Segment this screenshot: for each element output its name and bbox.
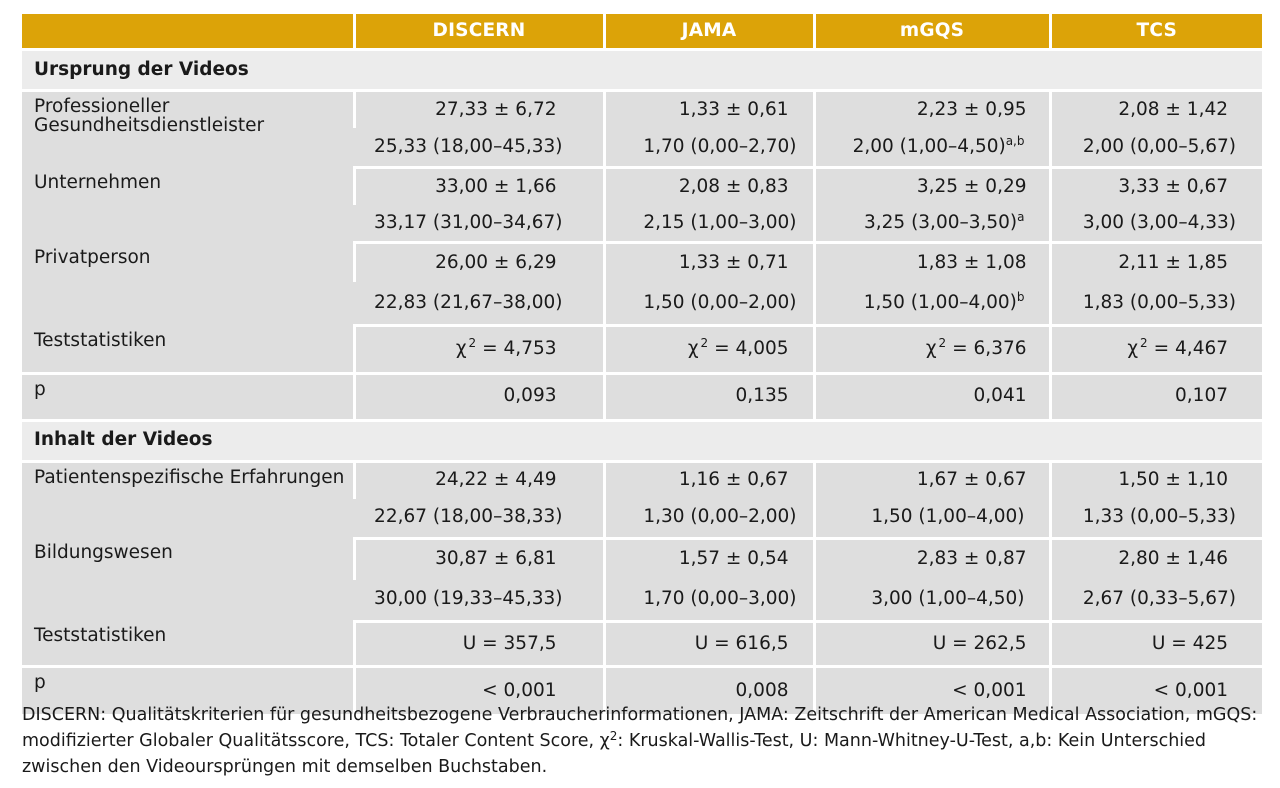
- cell-discern-p: 0,093: [354, 373, 604, 420]
- cell-discern-median: 22,83 (21,67–38,00): [354, 282, 604, 326]
- results-table: [22, 14, 1262, 714]
- header-discern: DISCERN: [354, 14, 604, 50]
- chi-symbol: χ: [455, 338, 467, 359]
- row-group-privatperson: [22, 243, 1262, 326]
- cell-tcs-p: 0,107: [1050, 373, 1262, 420]
- cell-discern-median: 22,67 (18,00–38,33): [354, 499, 604, 539]
- cell-discern-u: U = 357,5: [354, 621, 604, 667]
- chi-exponent: 2: [468, 336, 477, 350]
- table-row: [22, 373, 1262, 420]
- table-row: [22, 91, 1262, 129]
- chi-symbol: χ: [687, 338, 699, 359]
- results-table-container: [22, 14, 1262, 714]
- table-row: [22, 243, 1262, 283]
- cell-mgqs-mean: 2,23 ± 0,95: [814, 91, 1050, 129]
- cell-discern-median: 30,00 (19,33–45,33): [354, 580, 604, 622]
- footnote-superscript: 2: [609, 728, 618, 743]
- row-label: Teststatistiken: [22, 621, 354, 667]
- chi-exponent: 2: [700, 336, 709, 350]
- cell-jama-mean: 2,08 ± 0,83: [604, 168, 814, 206]
- cell-mgqs-u: U = 262,5: [814, 621, 1050, 667]
- table-footnote: [22, 702, 1262, 780]
- cell-discern-mean: 26,00 ± 6,29: [354, 243, 604, 283]
- cell-discern-mean: 24,22 ± 4,49: [354, 461, 604, 499]
- cell-discern-p: < 0,001: [354, 667, 604, 715]
- row-group-bildungswesen: [22, 538, 1262, 621]
- chi-exponent: 2: [1140, 336, 1148, 350]
- cell-tcs-u: U = 425: [1050, 621, 1262, 667]
- cell-jama-p: 0,008: [604, 667, 814, 715]
- row-label: Teststatistiken: [22, 326, 354, 374]
- section-title: Inhalt der Videos: [22, 420, 1262, 461]
- header-row: [22, 14, 1262, 50]
- cell-tcs-median: 3,00 (3,00–4,33): [1050, 205, 1262, 243]
- section-title: Ursprung der Videos: [22, 50, 1262, 91]
- cell-mgqs-p: 0,041: [814, 373, 1050, 420]
- median-value: 1,50 (1,00–4,00): [863, 291, 1017, 313]
- table-row: [22, 538, 1262, 580]
- header-jama: JAMA: [604, 14, 814, 50]
- superscript: b: [1016, 289, 1025, 304]
- median-value: 3,25 (3,00–3,50): [864, 211, 1018, 233]
- cell-tcs-mean: 1,50 ± 1,10: [1050, 461, 1262, 499]
- cell-jama-mean: 1,16 ± 0,67: [604, 461, 814, 499]
- chi-value: = 4,005: [714, 338, 789, 359]
- cell-jama-median: 1,70 (0,00–3,00): [604, 580, 814, 622]
- cell-jama-median: 1,70 (0,00–2,70): [604, 128, 814, 168]
- superscript: a: [1017, 209, 1025, 224]
- cell-jama-chi: [604, 326, 814, 374]
- cell-mgqs-median: 1,50 (1,00–4,00): [814, 499, 1050, 539]
- cell-mgqs-median: 3,00 (1,00–4,50): [814, 580, 1050, 622]
- cell-tcs-chi: [1050, 326, 1262, 374]
- cell-mgqs-median: [814, 128, 1050, 168]
- header-empty: [22, 14, 354, 50]
- cell-jama-mean: 1,33 ± 0,71: [604, 243, 814, 283]
- cell-tcs-median: 1,83 (0,00–5,33): [1050, 282, 1262, 326]
- table-row: [22, 168, 1262, 206]
- row-group-p-ursprung: [22, 373, 1262, 420]
- cell-tcs-mean: 3,33 ± 0,67: [1050, 168, 1262, 206]
- cell-mgqs-mean: 1,67 ± 0,67: [814, 461, 1050, 499]
- chi-symbol: χ: [925, 338, 937, 359]
- footnote-text-2: : Kruskal-Wallis-Test, U: Mann-Whitney-U-Test, a,b: Kein Unterschied zwischen den Videoursprüngen mit demselben Buchstaben.: [22, 730, 1207, 777]
- chi-value: = 6,376: [952, 338, 1027, 359]
- cell-jama-u: U = 616,5: [604, 621, 814, 667]
- superscript: a,b: [1005, 133, 1025, 148]
- table-row: [22, 461, 1262, 499]
- cell-mgqs-p: < 0,001: [814, 667, 1050, 715]
- header-mgqs: mGQS: [814, 14, 1050, 50]
- cell-mgqs-mean: 3,25 ± 0,29: [814, 168, 1050, 206]
- cell-jama-median: 1,30 (0,00–2,00): [604, 499, 814, 539]
- row-label: Unternehmen: [22, 168, 354, 243]
- footnote-text-1: DISCERN: Qualitätskriterien für gesundheitsbezogene Verbraucherinformationen, JAMA: Zeitschrift der American Medical Association, mGQS: modifizierter Globaler Qualitätsscore, TCS: Totaler Content Score, χ: [22, 704, 1258, 751]
- cell-discern-median: 25,33 (18,00–45,33): [354, 128, 604, 168]
- cell-jama-mean: 1,57 ± 0,54: [604, 538, 814, 580]
- chi-value: = 4,753: [482, 338, 557, 359]
- cell-mgqs-mean: 2,83 ± 0,87: [814, 538, 1050, 580]
- median-value: 2,00 (1,00–4,50): [852, 135, 1006, 157]
- cell-jama-p: 0,135: [604, 373, 814, 420]
- row-label: p: [22, 373, 354, 420]
- cell-discern-median: 33,17 (31,00–34,67): [354, 205, 604, 243]
- cell-mgqs-median: [814, 282, 1050, 326]
- table-row: [22, 326, 1262, 374]
- row-label: p: [22, 667, 354, 715]
- cell-tcs-median: 2,00 (0,00–5,67): [1050, 128, 1262, 168]
- cell-mgqs-chi: [814, 326, 1050, 374]
- row-group-teststatistik-u: [22, 621, 1262, 667]
- chi-value: = 4,467: [1153, 338, 1228, 359]
- chi-exponent: 2: [938, 336, 947, 350]
- cell-jama-median: 2,15 (1,00–3,00): [604, 205, 814, 243]
- row-label: Bildungswesen: [22, 538, 354, 621]
- row-label: Patientenspezifische Erfahrungen: [22, 461, 354, 538]
- section-row-inhalt: [22, 420, 1262, 461]
- row-group-patientenspezifisch: [22, 461, 1262, 538]
- header-tcs: TCS: [1050, 14, 1262, 50]
- cell-tcs-median: 2,67 (0,33–5,67): [1050, 580, 1262, 622]
- cell-discern-mean: 27,33 ± 6,72: [354, 91, 604, 129]
- cell-discern-chi: [354, 326, 604, 374]
- cell-jama-median: 1,50 (0,00–2,00): [604, 282, 814, 326]
- cell-jama-mean: 1,33 ± 0,61: [604, 91, 814, 129]
- section-row-ursprung: [22, 50, 1262, 91]
- cell-discern-mean: 33,00 ± 1,66: [354, 168, 604, 206]
- cell-tcs-mean: 2,80 ± 1,46: [1050, 538, 1262, 580]
- row-label: Professioneller Gesundheitsdienstleister: [22, 91, 354, 168]
- cell-tcs-mean: 2,11 ± 1,85: [1050, 243, 1262, 283]
- table-row: [22, 621, 1262, 667]
- chi-symbol: χ: [1127, 338, 1139, 359]
- cell-tcs-mean: 2,08 ± 1,42: [1050, 91, 1262, 129]
- cell-tcs-p: < 0,001: [1050, 667, 1262, 715]
- cell-discern-mean: 30,87 ± 6,81: [354, 538, 604, 580]
- cell-mgqs-median: [814, 205, 1050, 243]
- row-group-teststatistik-chi: [22, 326, 1262, 374]
- row-group-unternehmen: [22, 168, 1262, 243]
- cell-mgqs-mean: 1,83 ± 1,08: [814, 243, 1050, 283]
- cell-tcs-median: 1,33 (0,00–5,33): [1050, 499, 1262, 539]
- row-label: Privatperson: [22, 243, 354, 326]
- row-group-professionell: [22, 91, 1262, 168]
